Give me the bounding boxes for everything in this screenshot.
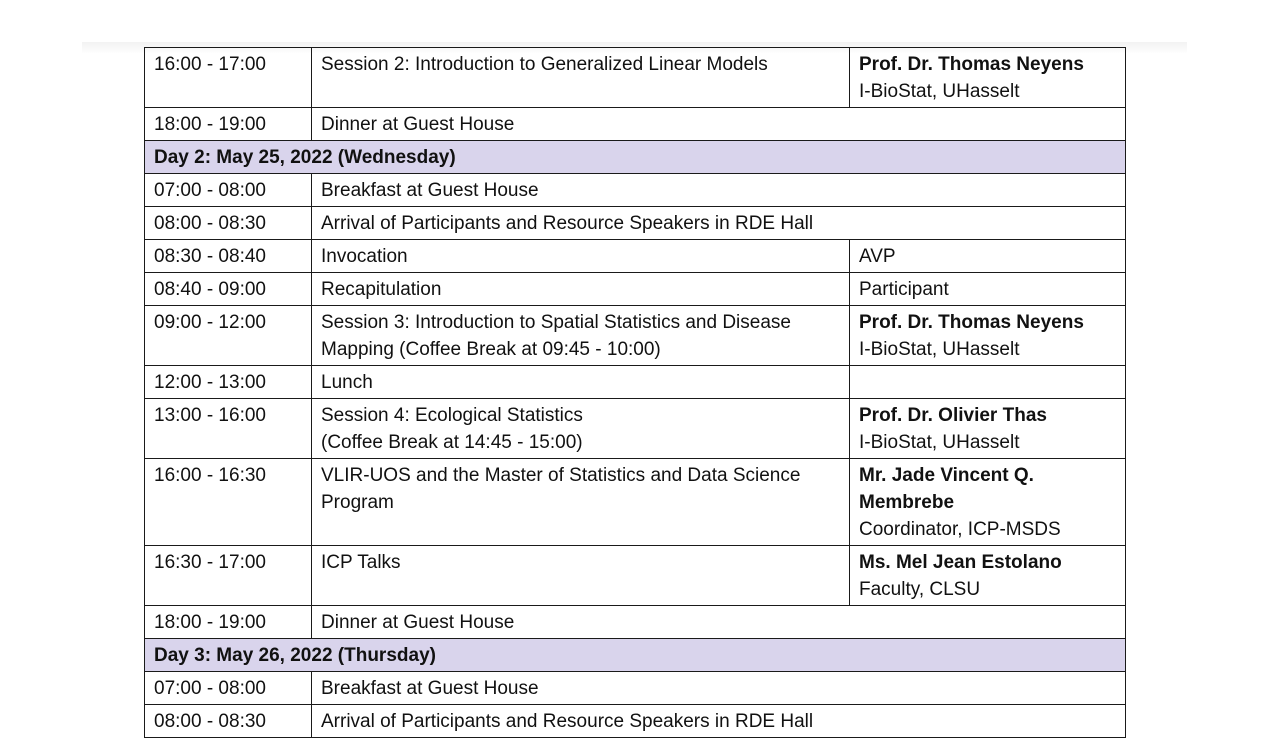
schedule-row: [145, 459, 1126, 546]
schedule-row: [145, 705, 1126, 738]
time-cell: 16:00 - 16:30: [145, 459, 312, 546]
time-cell: 16:00 - 17:00: [145, 48, 312, 108]
time-cell: 18:00 - 19:00: [145, 606, 312, 639]
day-header-row: [145, 141, 1126, 174]
activity-cell: Session 4: Ecological Statistics (Coffee Break at 14:45 - 15:00): [312, 399, 850, 459]
time-cell: 08:30 - 08:40: [145, 240, 312, 273]
time-cell: 07:00 - 08:00: [145, 672, 312, 705]
time-cell: 12:00 - 13:00: [145, 366, 312, 399]
activity-cell: Invocation: [312, 240, 850, 273]
activity-cell: Recapitulation: [312, 273, 850, 306]
activity-cell: Lunch: [312, 366, 850, 399]
time-cell: 09:00 - 12:00: [145, 306, 312, 366]
schedule-row: [145, 207, 1126, 240]
speaker-affiliation: Coordinator, ICP-MSDS: [859, 519, 1061, 540]
time-cell: 08:40 - 09:00: [145, 273, 312, 306]
day-header: Day 3: May 26, 2022 (Thursday): [145, 639, 1126, 672]
activity-cell: Arrival of Participants and Resource Speakers in RDE Hall: [312, 705, 1126, 738]
time-cell: 18:00 - 19:00: [145, 108, 312, 141]
time-cell: 13:00 - 16:00: [145, 399, 312, 459]
speaker-name: Prof. Dr. Thomas Neyens: [859, 312, 1084, 333]
schedule-row: [145, 366, 1126, 399]
schedule-row: [145, 399, 1126, 459]
speaker-cell: [850, 366, 1126, 399]
speaker-affiliation: I-BioStat, UHasselt: [859, 339, 1020, 360]
time-cell: 16:30 - 17:00: [145, 546, 312, 606]
speaker-cell: [850, 306, 1126, 366]
speaker-affiliation: Participant: [859, 279, 949, 300]
activity-cell: ICP Talks: [312, 546, 850, 606]
speaker-name: Mr. Jade Vincent Q. Membrebe: [859, 465, 1034, 513]
day-header: Day 2: May 25, 2022 (Wednesday): [145, 141, 1126, 174]
schedule-row: [145, 672, 1126, 705]
speaker-affiliation: AVP: [859, 246, 896, 267]
time-cell: 08:00 - 08:30: [145, 705, 312, 738]
activity-cell: Session 3: Introduction to Spatial Statistics and Disease Mapping (Coffee Break at 09:45 - 10:00): [312, 306, 850, 366]
schedule-row: [145, 273, 1126, 306]
day-header-row: [145, 639, 1126, 672]
activity-cell: Breakfast at Guest House: [312, 174, 1126, 207]
schedule-row: [145, 174, 1126, 207]
schedule-row: [145, 306, 1126, 366]
time-cell: 07:00 - 08:00: [145, 174, 312, 207]
schedule-table: [144, 47, 1126, 738]
schedule-row: [145, 240, 1126, 273]
schedule-row: [145, 546, 1126, 606]
activity-cell: Arrival of Participants and Resource Speakers in RDE Hall: [312, 207, 1126, 240]
schedule-body: [145, 48, 1126, 738]
speaker-cell: [850, 48, 1126, 108]
speaker-cell: [850, 273, 1126, 306]
activity-cell: Dinner at Guest House: [312, 606, 1126, 639]
speaker-name: Prof. Dr. Olivier Thas: [859, 405, 1047, 426]
speaker-affiliation: Faculty, CLSU: [859, 579, 981, 600]
speaker-cell: [850, 546, 1126, 606]
schedule-row: [145, 108, 1126, 141]
speaker-cell: [850, 459, 1126, 546]
activity-cell: VLIR-UOS and the Master of Statistics and Data Science Program: [312, 459, 850, 546]
speaker-affiliation: I-BioStat, UHasselt: [859, 81, 1020, 102]
speaker-cell: [850, 240, 1126, 273]
speaker-affiliation: I-BioStat, UHasselt: [859, 432, 1020, 453]
activity-cell: Session 2: Introduction to Generalized Linear Models: [312, 48, 850, 108]
schedule-viewport: [144, 47, 1126, 732]
schedule-row: [145, 48, 1126, 108]
activity-cell: Breakfast at Guest House: [312, 672, 1126, 705]
speaker-name: Ms. Mel Jean Estolano: [859, 552, 1062, 573]
schedule-row: [145, 606, 1126, 639]
speaker-cell: [850, 399, 1126, 459]
time-cell: 08:00 - 08:30: [145, 207, 312, 240]
activity-cell: Dinner at Guest House: [312, 108, 1126, 141]
speaker-name: Prof. Dr. Thomas Neyens: [859, 54, 1084, 75]
